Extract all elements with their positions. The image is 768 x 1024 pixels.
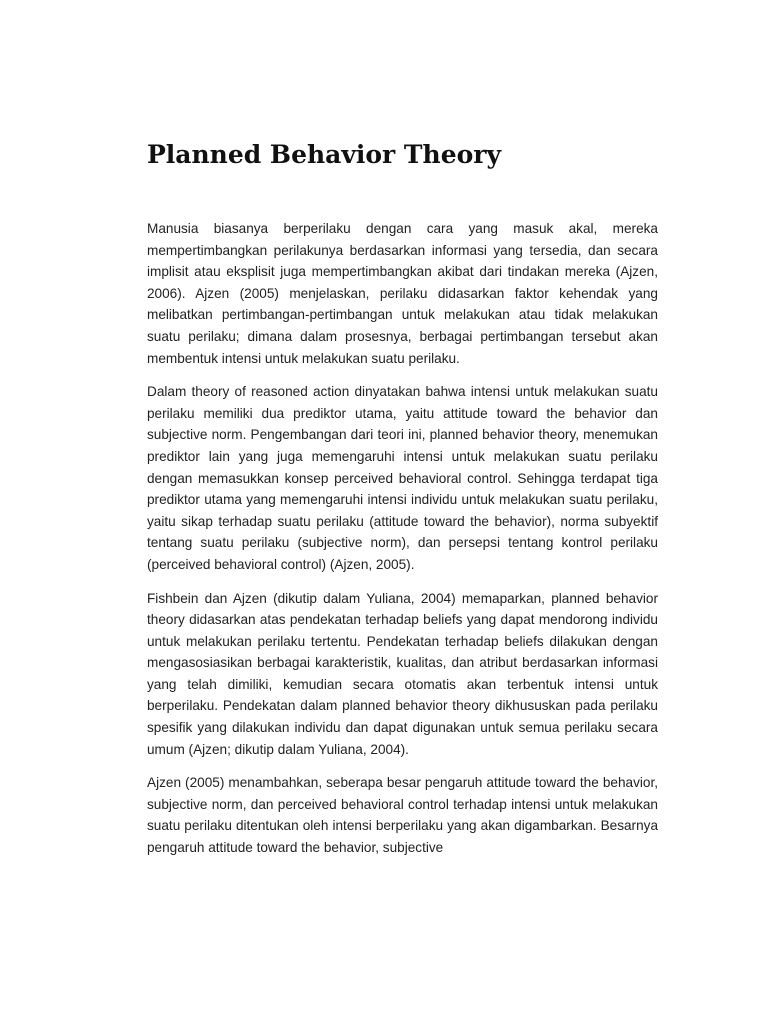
paragraph-2: Dalam theory of reasoned action dinyatakan bahwa intensi untuk melakukan suatu perilaku memiliki dua prediktor utama, yaitu attitude toward the behavior dan subjective norm. Pengembangan dari teori ini, planned behavior theory, menemukan prediktor lain yang juga memengaruhi intensi untuk melakukan suatu perilaku dengan memasukkan konsep perceived behavioral control. Sehingga terdapat tiga prediktor utama yang memengaruhi intensi individu untuk melakukan suatu perilaku, yaitu sikap terhadap suatu perilaku (attitude toward the behavior), norma subyektif tentang suatu perilaku (subjective norm), dan persepsi tentang kontrol perilaku (perceived behavioral control) (Ajzen, 2005). xyxy=(147,384,658,572)
document-body xyxy=(147,218,658,871)
document-title: Planned Behavior Theory xyxy=(147,140,501,169)
paragraph-3: Fishbein dan Ajzen (dikutip dalam Yuliana, 2004) memaparkan, planned behavior theory didasarkan atas pendekatan terhadap beliefs yang dapat mendorong individu untuk melakukan perilaku tertentu. Pendekatan terhadap beliefs dilakukan dengan mengasosiasikan berbagai karakteristik, kualitas, dan atribut berdasarkan informasi yang telah dimiliki, kemudian secara otomatis akan terbentuk intensi untuk berperilaku. Pendekatan dalam planned behavior theory dikhususkan pada perilaku spesifik yang dilakukan individu dan dapat digunakan untuk semua perilaku secara umum (Ajzen; dikutip dalam Yuliana, 2004). xyxy=(147,590,658,757)
paragraph-1: Manusia biasanya berperilaku dengan cara yang masuk akal, mereka mempertimbangkan perilakunya berdasarkan informasi yang tersedia, dan secara implisit atau eksplisit juga mempertimbangkan akibat dari tindakan mereka (Ajzen, 2006). Ajzen (2005) menjelaskan, perilaku didasarkan faktor kehendak yang melibatkan pertimbangan-pertimbangan untuk melakukan atau tidak melakukan suatu perilaku; dimana dalam prosesnya, berbagai pertimbangan tersebut akan membentuk intensi untuk melakukan suatu perilaku. xyxy=(147,221,658,366)
paragraph-4: Ajzen (2005) menambahkan, seberapa besar pengaruh attitude toward the behavior, subjective norm, dan perceived behavioral control terhadap intensi untuk melakukan suatu perilaku ditentukan oleh intensi berperilaku yang akan digambarkan. Besarnya pengaruh attitude toward the behavior, subjective xyxy=(147,775,658,856)
